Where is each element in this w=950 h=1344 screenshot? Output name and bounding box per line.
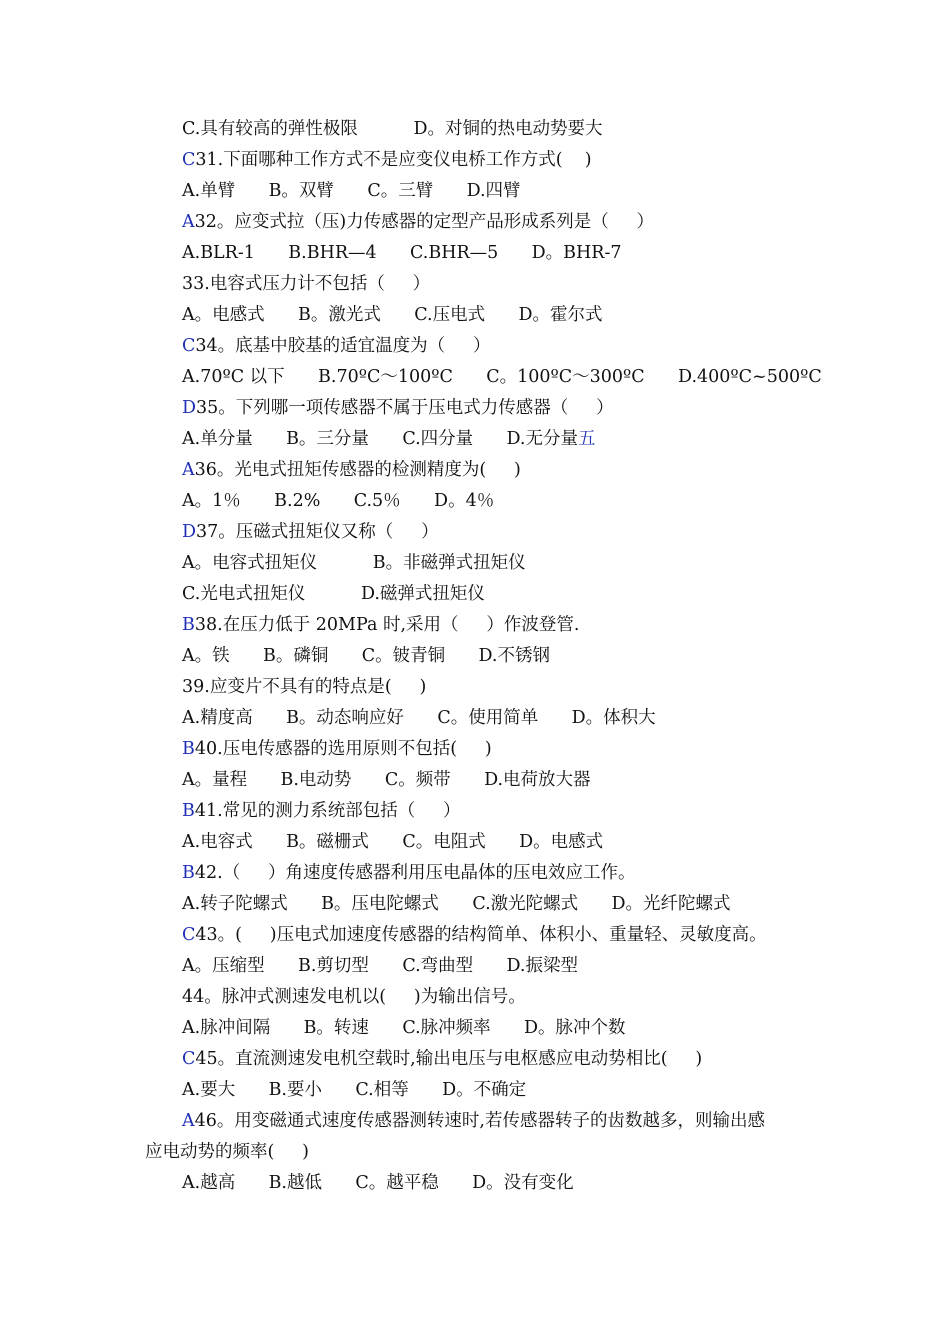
answer-letter: A — [182, 212, 195, 232]
line-text: A。压缩型 B.剪切型 C.弯曲型 D.振梁型 — [182, 956, 578, 976]
text-line — [182, 986, 526, 1008]
line-text: A。电感式 B。激光式 C.压电式 D。霍尔式 — [182, 305, 603, 325]
text-line — [182, 955, 578, 977]
text-line — [145, 1141, 309, 1163]
text-line — [182, 614, 579, 636]
text-line — [182, 521, 439, 543]
answer-letter: D — [182, 398, 197, 418]
line-text: A.BLR-1 B.BHR—4 C.BHR—5 D。BHR-7 — [182, 243, 622, 263]
line-text: C.具有较高的弹性极限 D。对铜的热电动势要大 — [182, 119, 603, 139]
line-text: A。铁 B。磷铜 C。铍青铜 D.不锈钢 — [182, 646, 550, 666]
text-line — [182, 180, 521, 202]
line-text: 38.在压力低于 20MPa 时,采用（ ）作波登管. — [194, 615, 580, 635]
line-text: 42.（ ）角速度传感器利用压电晶体的压电效应工作。 — [194, 863, 636, 883]
line-text: A.单分量 B。三分量 C.四分量 D.无分量 — [182, 429, 578, 449]
text-line — [182, 490, 494, 512]
text-line — [182, 428, 596, 450]
answer-letter: C — [182, 150, 196, 170]
text-line — [182, 1110, 765, 1132]
text-line — [182, 118, 603, 140]
text-line — [182, 304, 603, 326]
tail-mark: 五 — [578, 429, 596, 449]
text-line — [182, 1017, 626, 1039]
text-line — [182, 831, 603, 853]
answer-letter: D — [182, 522, 197, 542]
text-line — [182, 335, 490, 357]
line-text: C.光电式扭矩仪 D.磁弹式扭矩仪 — [182, 584, 485, 604]
line-text: A。电容式扭矩仪 B。非磁弹式扭矩仪 — [182, 553, 526, 573]
answer-letter: C — [182, 925, 196, 945]
line-text: A。量程 B.电动势 C。频带 D.电荷放大器 — [182, 770, 591, 790]
answer-letter: A — [182, 1111, 195, 1131]
line-text: 45。直流测速发电机空载时,输出电压与电枢感应电动势相比( ) — [195, 1049, 703, 1069]
text-line — [182, 1048, 702, 1070]
text-line — [182, 211, 654, 233]
answer-letter: B — [182, 739, 195, 759]
line-text: 31.下面哪种工作方式不是应变仪电桥工作方式( ) — [195, 150, 592, 170]
line-text: A.70ºC 以下 B.70ºC～100ºC C。100ºC～300ºC D.400ºC~500ºC — [182, 367, 822, 387]
line-text: A.电容式 B。磁栅式 C。电阻式 D。电感式 — [182, 832, 604, 852]
text-line — [182, 738, 492, 760]
text-line — [182, 707, 656, 729]
text-line — [182, 366, 822, 388]
answer-letter: B — [182, 615, 195, 635]
line-text: 36。光电式扭矩传感器的检测精度为( ) — [194, 460, 521, 480]
text-line — [182, 676, 426, 698]
text-line — [182, 862, 636, 884]
text-line — [182, 459, 521, 481]
line-text: 32。应变式拉（压)力传感器的定型产品形成系列是（ ） — [194, 212, 655, 232]
line-text: A.单臂 B。双臂 C。三臂 D.四臂 — [182, 181, 521, 201]
line-text: 应电动势的频率( ) — [145, 1142, 309, 1162]
text-line — [182, 273, 430, 295]
text-line — [182, 242, 622, 264]
line-text: 44。脉冲式测速发电机以( )为输出信号。 — [182, 987, 526, 1007]
line-text: A.越高 B.越低 C。越平稳 D。没有变化 — [182, 1173, 574, 1193]
answer-letter: C — [182, 336, 196, 356]
answer-letter: A — [182, 460, 195, 480]
text-line — [182, 583, 485, 605]
line-text: A。1％ B.2% C.5％ D。4％ — [182, 491, 495, 511]
text-line — [182, 397, 614, 419]
text-line — [182, 149, 592, 171]
text-line — [182, 1079, 526, 1101]
line-text: 43。( )压电式加速度传感器的结构简单、体积小、重量轻、灵敏度高。 — [195, 925, 767, 945]
line-text: A.要大 B.要小 C.相等 D。不确定 — [182, 1080, 527, 1100]
text-line — [182, 1172, 574, 1194]
line-text: 33.电容式压力计不包括（ ） — [182, 274, 431, 294]
line-text: 39.应变片不具有的特点是( ) — [182, 677, 427, 697]
line-text: 40.压电传感器的选用原则不包括( ) — [194, 739, 492, 759]
line-text: A.脉冲间隔 B。转速 C.脉冲频率 D。脉冲个数 — [182, 1018, 626, 1038]
text-line — [182, 552, 526, 574]
text-line — [182, 924, 767, 946]
line-text: A.精度高 B。动态响应好 C。使用简单 D。体积大 — [182, 708, 656, 728]
text-line — [182, 893, 731, 915]
text-line — [182, 645, 550, 667]
text-line — [182, 769, 591, 791]
line-text: A.转子陀螺式 B。压电陀螺式 C.激光陀螺式 D。光纤陀螺式 — [182, 894, 731, 914]
answer-letter: B — [182, 801, 195, 821]
line-text: 35。下列哪一项传感器不属于压电式力传感器（ ） — [196, 398, 614, 418]
line-text: 46。用变磁通式速度传感器测转速时,若传感器转子的齿数越多，则输出感 — [194, 1111, 765, 1131]
line-text: 37。压磁式扭矩仪又称（ ） — [196, 522, 439, 542]
line-text: 34。底基中胶基的适宜温度为（ ） — [195, 336, 491, 356]
answer-letter: B — [182, 863, 195, 883]
line-text: 41.常见的测力系统部包括（ ） — [194, 801, 461, 821]
text-line — [182, 800, 461, 822]
answer-letter: C — [182, 1049, 196, 1069]
